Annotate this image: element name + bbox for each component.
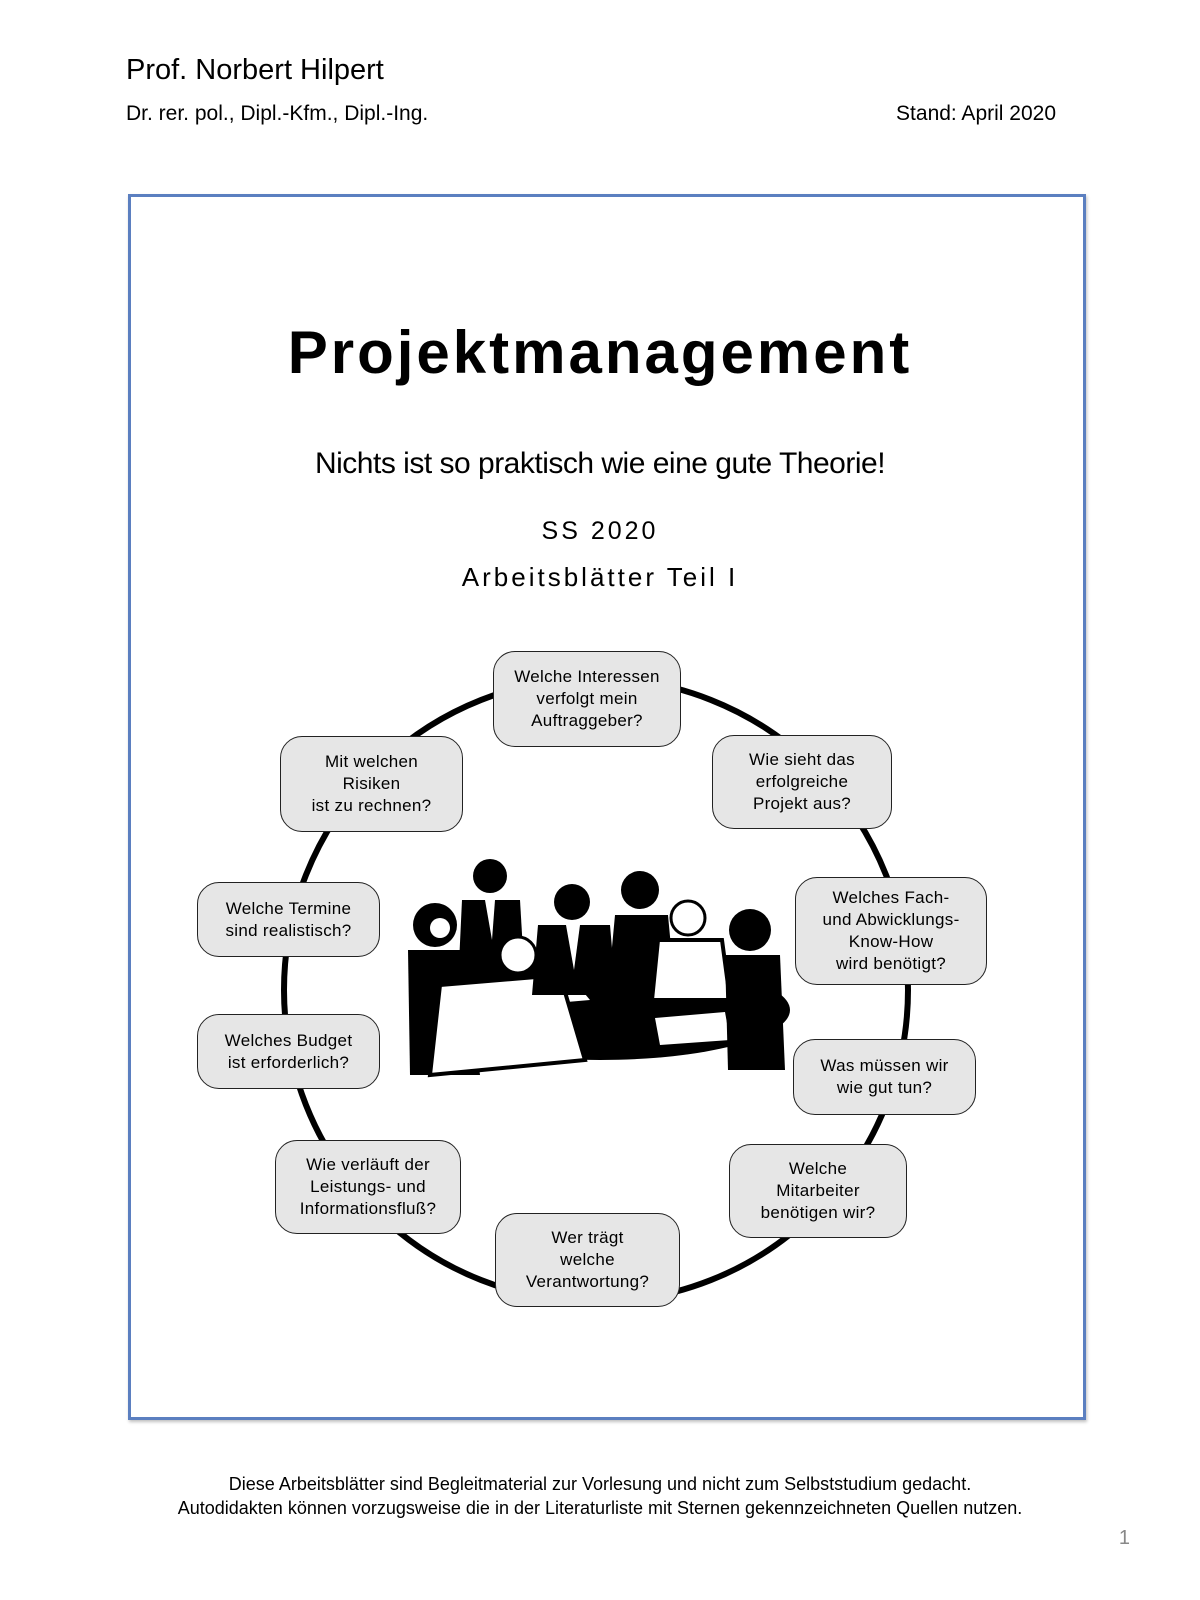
revision-date: Stand: April 2020 [896, 102, 1056, 125]
question-bubble-deadlines: Welche Termine sind realistisch? [197, 882, 380, 957]
question-bubble-what-to-do: Was müssen wir wie gut tun? [793, 1039, 976, 1115]
document-subtitle: Nichts ist so praktisch wie eine gute Theorie! [314, 447, 886, 480]
question-bubble-budget: Welches Budget ist erforderlich? [197, 1014, 380, 1089]
footer-note [0, 1472, 1200, 1520]
business-meeting-icon [408, 859, 790, 1080]
question-bubble-responsibility: Wer trägt welche Verantwortung? [495, 1213, 680, 1307]
page-number: 1 [1118, 1527, 1130, 1549]
footer-line-1: Diese Arbeitsblätter sind Begleitmaterial zur Vorlesung und nicht zum Selbststudium gedacht. [228, 1474, 972, 1494]
author-name: Prof. Norbert Hilpert [126, 54, 384, 86]
author-degrees: Dr. rer. pol., Dipl.-Kfm., Dipl.-Ing. [126, 102, 429, 125]
question-bubble-success-picture: Wie sieht das erfolgreiche Projekt aus? [712, 735, 892, 829]
document-title: Projektmanagement [287, 319, 913, 386]
footer-line-2: Autodidakten können vorzugsweise die in der Literaturliste mit Sternen gekennzeichneten Quellen nutzen. [177, 1498, 1023, 1518]
semester-label: SS 2020 [541, 517, 659, 545]
question-bubble-risks: Mit welchen Risiken ist zu rechnen? [280, 736, 463, 832]
question-bubble-information-flow: Wie verläuft der Leistungs- und Informationsfluß? [275, 1140, 461, 1234]
question-bubble-staff: Welche Mitarbeiter benötigen wir? [729, 1144, 907, 1238]
question-bubble-client-interests: Welche Interessen verfolgt mein Auftraggeber? [493, 651, 681, 747]
question-bubble-know-how: Welches Fach- und Abwicklungs- Know-How wird benötigt? [795, 877, 987, 985]
part-label: Arbeitsblätter Teil I [461, 562, 739, 592]
